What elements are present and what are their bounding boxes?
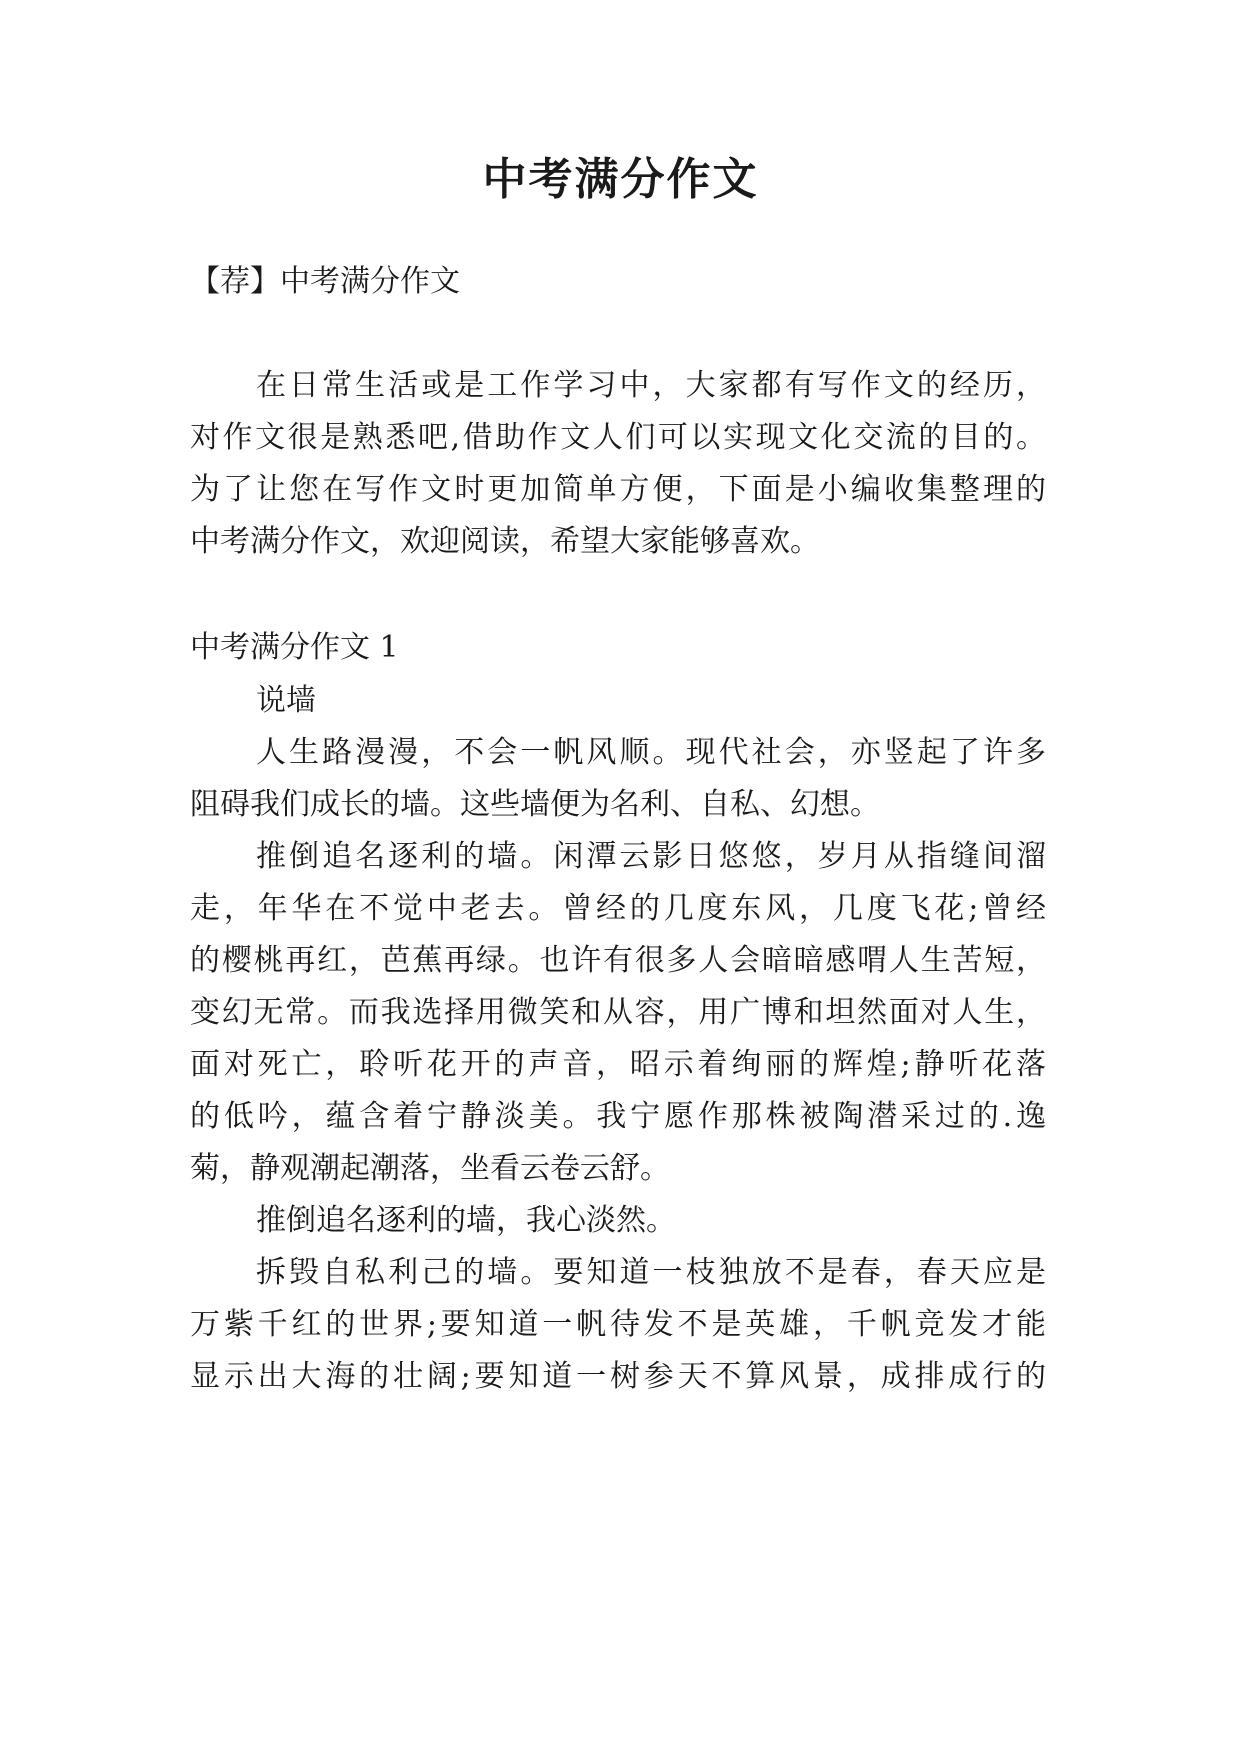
body-line: 的樱桃再红，芭蕉再绿。也许有很多人会暗暗感喟人生苦短， [190,943,1046,978]
body-line: 人生路漫漫，不会一帆风顺。现代社会，亦竖起了许多 [256,735,1046,770]
intro-line: 在日常生活或是工作学习中，大家都有写作文的经历， [256,368,1046,403]
body-line: 的低吟，蕴含着宁静淡美。我宁愿作那株被陶潜采过的.逸 [190,1099,1046,1134]
body-line: 推倒追名逐利的墙。闲潭云影日悠悠，岁月从指缝间溜 [256,839,1046,874]
intro-line: 中考满分作文，欢迎阅读，希望大家能够喜欢。 [190,524,820,559]
body-line: 走，年华在不觉中老去。曾经的几度东风，几度飞花;曾经 [190,891,1046,926]
body-line: 阻碍我们成长的墙。这些墙便为名利、自私、幻想。 [190,787,880,822]
body-line: 推倒追名逐利的墙，我心淡然。 [256,1203,676,1238]
intro-line: 为了让您在写作文时更加简单方便，下面是小编收集整理的 [190,472,1046,507]
body-line: 面对死亡，聆听花开的声音，昭示着绚丽的辉煌;静听花落 [190,1047,1046,1082]
body-line: 显示出大海的壮阔;要知道一树参天不算风景，成排成行的 [190,1359,1046,1394]
essay-title: 说墙 [256,683,316,718]
body-line: 拆毁自私利己的墙。要知道一枝独放不是春，春天应是 [256,1255,1046,1290]
body-line: 菊，静观潮起潮落，坐看云卷云舒。 [190,1151,670,1186]
section-heading: 中考满分作文 1 [190,630,399,665]
document-title: 中考满分作文 [482,154,759,205]
body-line: 万紫千红的世界;要知道一帆待发不是英雄，千帆竞发才能 [190,1307,1046,1342]
body-line: 变幻无常。而我选择用微笑和从容，用广博和坦然面对人生， [190,995,1046,1030]
intro-line: 对作文很是熟悉吧,借助作文人们可以实现文化交流的目的。 [190,420,1046,455]
document-subtitle: 【荐】中考满分作文 [190,264,460,299]
